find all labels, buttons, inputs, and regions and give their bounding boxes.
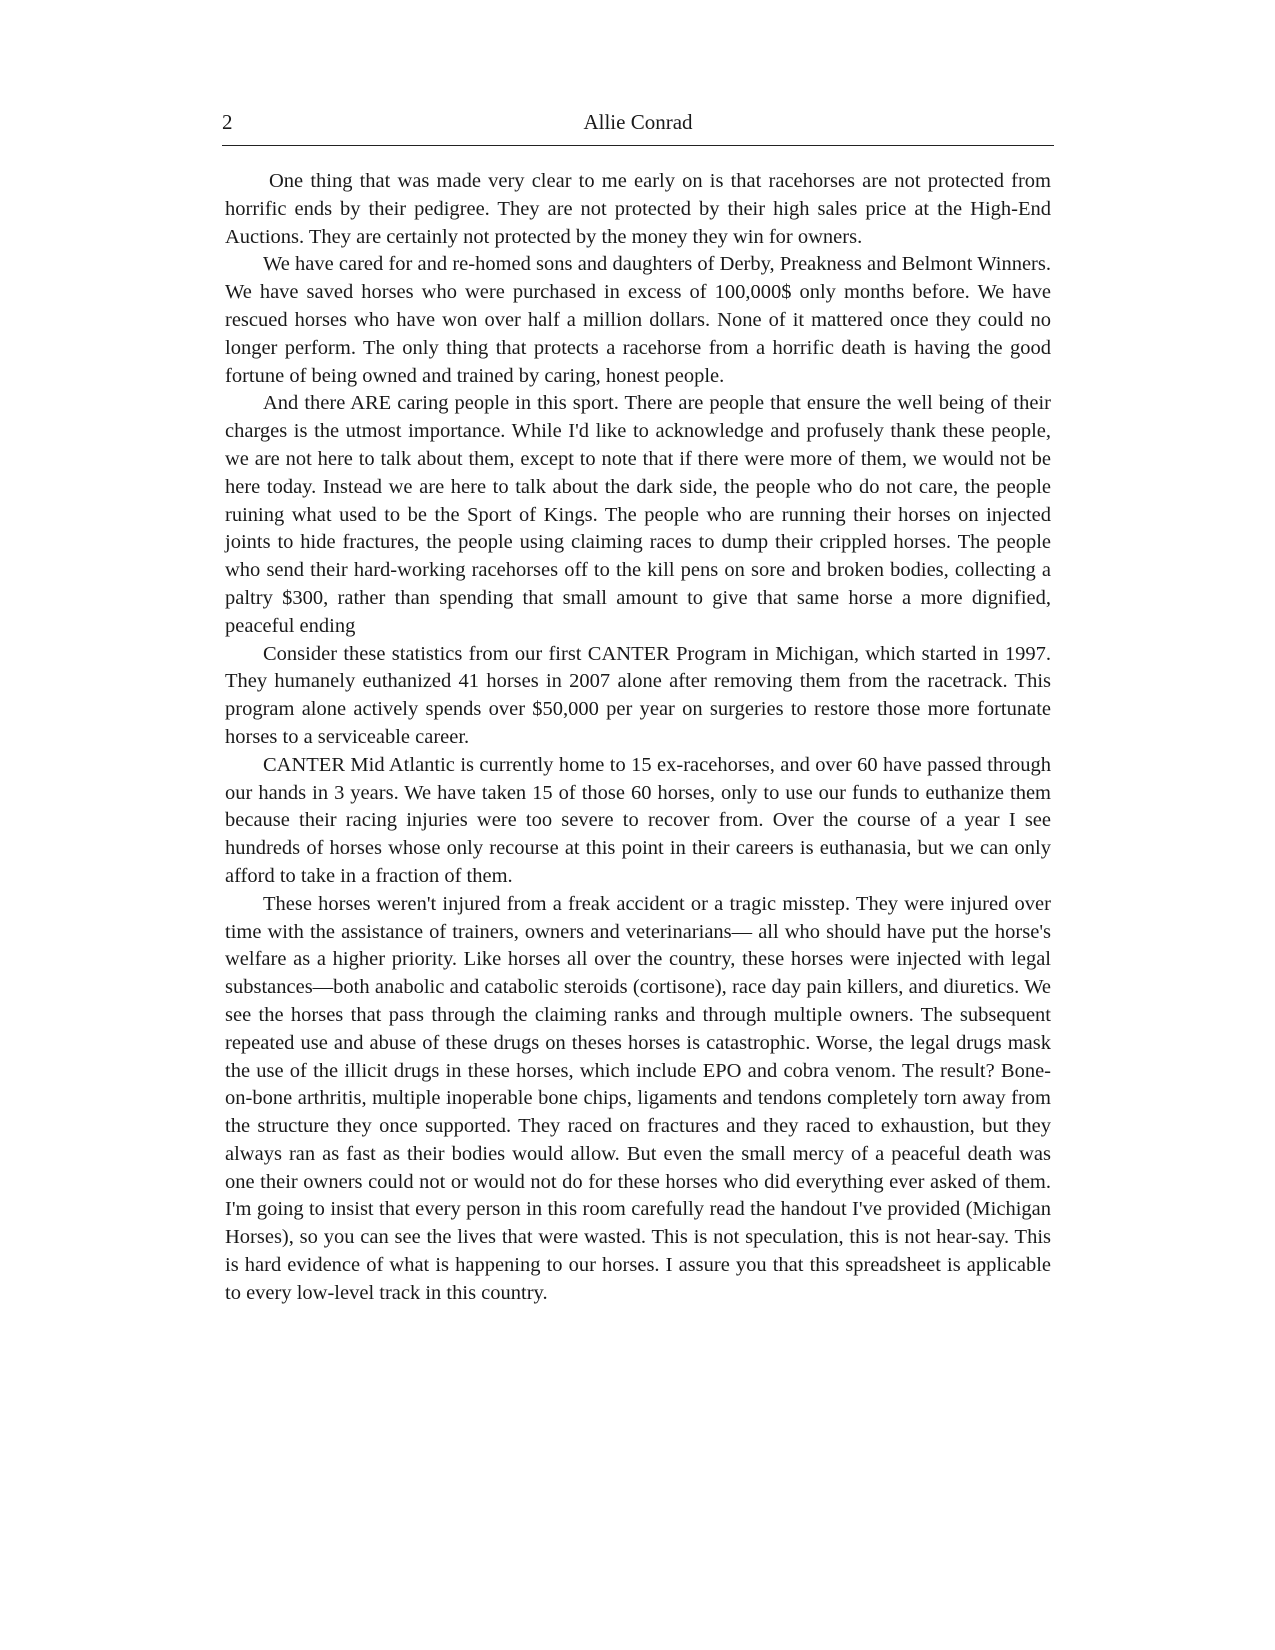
paragraph: And there ARE caring people in this sport. There are people that ensure the well being of their charges is the utmost importance. While I'd like to acknowledge and profusely thank these people, we are not here to talk about them, except to note that if there were more of them, we would not be here today. Instead we are here to talk about the dark side, the people who do not care, the people ruining what used to be the Sport of Kings. The people who are running their horses on injected joints to hide fractures, the people using claiming races to dump their crippled horses. The people who send their hard-working racehorses off to the kill pens on sore and broken bodies, collecting a paltry $300, rather than spending that small amount to give that same horse a more dignified, peaceful ending bbox=[225, 392, 1051, 637]
running-header bbox=[222, 108, 1054, 140]
paragraph: Consider these statistics from our first CANTER Program in Michigan, which started in 1997. They humanely euthanized 41 horses in 2007 alone after removing them from the racetrack. This program alone actively spends over $50,000 per year on surgeries to restore those more fortunate horses to a serviceable career. bbox=[225, 642, 1051, 748]
header-rule bbox=[222, 145, 1054, 146]
body-text bbox=[225, 168, 1051, 1308]
page-number: 2 bbox=[222, 110, 233, 134]
paragraph: CANTER Mid Atlantic is currently home to 15 ex-racehorses, and over 60 have passed through our hands in 3 years. We have taken 15 of those 60 horses, only to use our funds to euthanize them because their racing injuries were too severe to recover from. Over the course of a year I see hundreds of horses whose only recourse at this point in their careers is euthanasia, but we can only afford to take in a fraction of them. bbox=[225, 753, 1051, 887]
paragraph: We have cared for and re-homed sons and daughters of Derby, Preakness and Belmont Winners. We have saved horses who were purchased in excess of 100,000$ only months before. We have rescued horses who have won over half a million dollars. None of it mattered once they could no longer perform. The only thing that protects a racehorse from a horrific death is having the good fortune of being owned and trained by caring, honest people. bbox=[225, 253, 1051, 387]
paragraph: These horses weren't injured from a freak accident or a tragic misstep. They were injured over time with the assistance of trainers, owners and veterinarians— all who should have put the horse's welfare as a higher priority. Like horses all over the country, these horses were injected with legal substances—both anabolic and catabolic steroids (cortisone), race day pain killers, and diuretics. We see the horses that pass through the claiming ranks and through multiple owners. The subsequent repeated use and abuse of these drugs on theses horses is catastrophic. Worse, the legal drugs mask the use of the illicit drugs in these horses, which include EPO and cobra venom. The result? Bone-on-bone arthritis, multiple inoperable bone chips, ligaments and tendons completely torn away from the structure they once supported. They raced on fractures and they raced to exhaustion, but they always ran as fast as their bodies would allow. But even the small mercy of a peaceful death was one their owners could not or would not do for these horses who did everything ever asked of them. I'm going to insist that every person in this room carefully read the handout I've provided (Michigan Horses), so you can see the lives that were wasted. This is not speculation, this is not hear-say. This is hard evidence of what is happening to our horses. I assure you that this spreadsheet is applicable to every low-level track in this country. bbox=[225, 892, 1051, 1304]
paragraph: One thing that was made very clear to me early on is that racehorses are not protected from horrific ends by their pedigree. They are not protected by their high sales price at the High-End Auctions. They are certainly not protected by the money they win for owners. bbox=[225, 170, 1051, 248]
running-head-author: Allie Conrad bbox=[583, 110, 693, 134]
